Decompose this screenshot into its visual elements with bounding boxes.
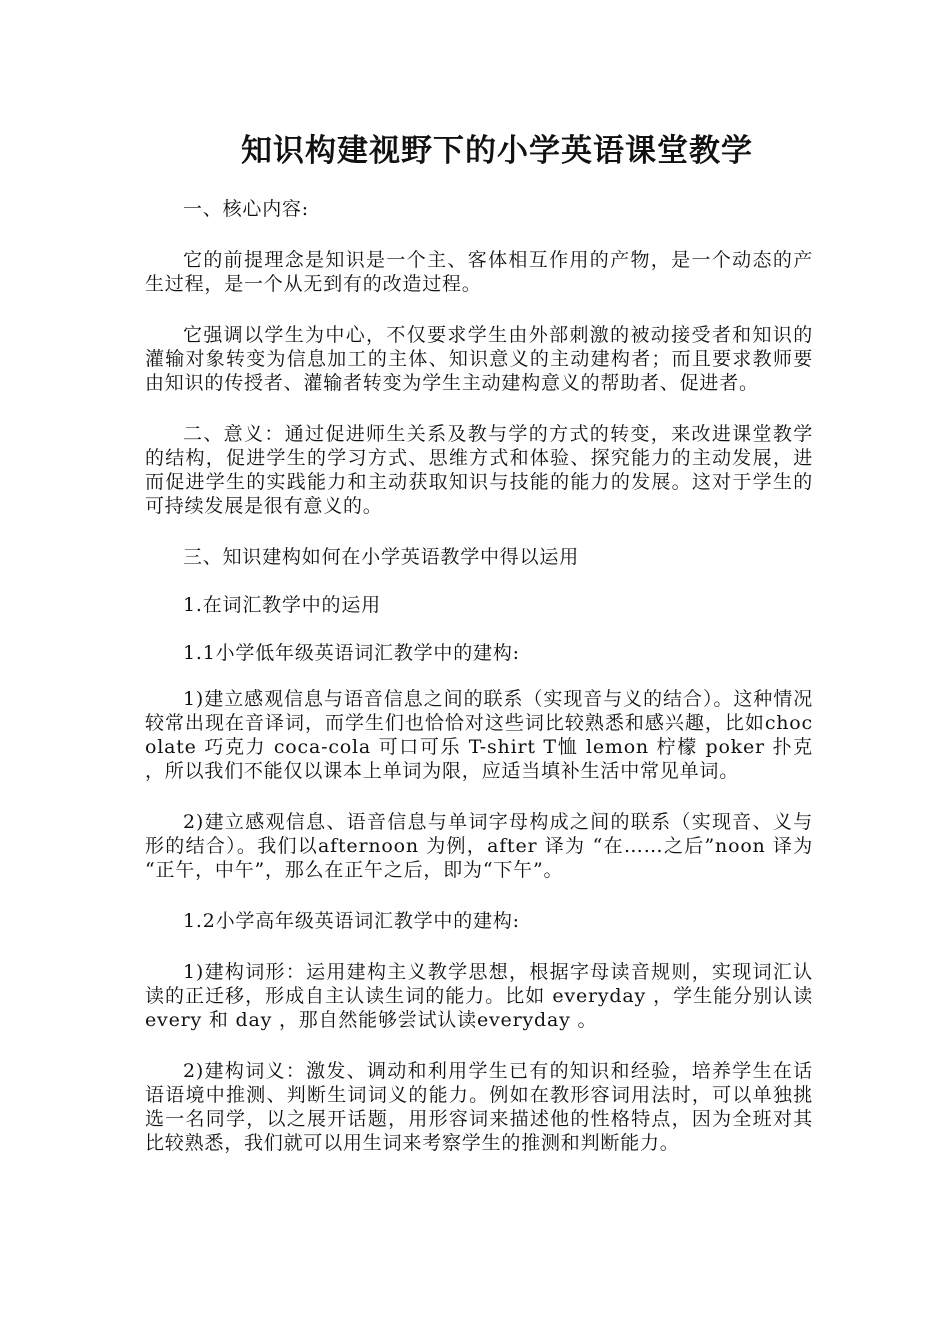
- paragraph-spacer: [145, 617, 813, 641]
- paragraph-spacer: [145, 783, 813, 810]
- subsection-heading-upper-grade: 1.2小学高年级英语词汇教学中的建构:: [183, 910, 520, 932]
- paragraph-spacer: [145, 518, 813, 545]
- subsection-heading-lower-grade: 1.1小学低年级英语词汇教学中的建构:: [183, 642, 520, 664]
- paragraph-spacer: [145, 569, 813, 593]
- paragraph-premise: 它的前提理念是知识是一个主、客体相互作用的产物，是一个动态的产生过程，是一个从无到有的改造过程。: [145, 249, 813, 295]
- paragraph-lower-grade-point-1: 1)建立感观信息与语音信息之间的联系（实现音与义的结合）。这种情况较常出现在音译词，而学生们也恰恰对这些词比较熟悉和感兴趣，比如chocolate 巧克力 coca-cola 可口可乐 T-shirt T恤 lemon 柠檬 poker 扑克 ，所以我们不能仅以课本上单词为限，应适当填补生活中常见单词。: [145, 688, 813, 782]
- document-title: 知识构建视野下的小学英语课堂教学: [241, 133, 753, 169]
- section-heading-core-content: 一、核心内容:: [183, 198, 310, 220]
- section-heading-application: 三、知识建构如何在小学英语教学中得以运用: [183, 546, 580, 568]
- paragraph-spacer: [145, 1032, 813, 1059]
- paragraph-spacer: [145, 221, 813, 248]
- paragraph-upper-grade-point-1: 1)建构词形：运用建构主义教学思想，根据字母读音规则，实现词汇认读的正迁移，形成自主认读生词的能力。比如 everyday ，学生能分别认读every 和 day ，那自然能够尝试认读everyday 。: [145, 961, 813, 1031]
- paragraph-lower-grade-point-2: 2)建立感观信息、语音信息与单词字母构成之间的联系（实现音、义与形的结合）。我们以afternoon 为例，after 译为 “在……之后”noon 译为 “正午，中午”，那么在正午之后，即为“下午”。: [145, 811, 813, 881]
- document-body: [145, 197, 813, 1155]
- subsection-heading-vocabulary: 1.在词汇教学中的运用: [183, 594, 381, 616]
- paragraph-significance: 二、意义：通过促进师生关系及教与学的方式的转变，来改进课堂教学的结构，促进学生的学习方式、思维方式和体验、探究能力的主动发展，进而促进学生的实践能力和主动获取知识与技能的能力的发展。这对于学生的可持续发展是很有意义的。: [145, 423, 813, 517]
- paragraph-spacer: [145, 882, 813, 909]
- paragraph-upper-grade-point-2: 2)建构词义：激发、调动和利用学生已有的知识和经验，培养学生在话语语境中推测、判断生词词义的能力。例如在教形容词用法时，可以单独挑选一名同学，以之展开话题，用形容词来描述他的性格特点，因为全班对其比较熟悉，我们就可以用生词来考察学生的推测和判断能力。: [145, 1060, 813, 1154]
- paragraph-student-centered: 它强调以学生为中心，不仅要求学生由外部刺激的被动接受者和知识的灌输对象转变为信息加工的主体、知识意义的主动建构者；而且要求教师要由知识的传授者、灌输者转变为学生主动建构意义的帮助者、促进者。: [145, 324, 813, 394]
- paragraph-spacer: [145, 395, 813, 422]
- paragraph-spacer: [145, 296, 813, 323]
- paragraph-spacer: [145, 665, 813, 687]
- paragraph-spacer: [145, 933, 813, 960]
